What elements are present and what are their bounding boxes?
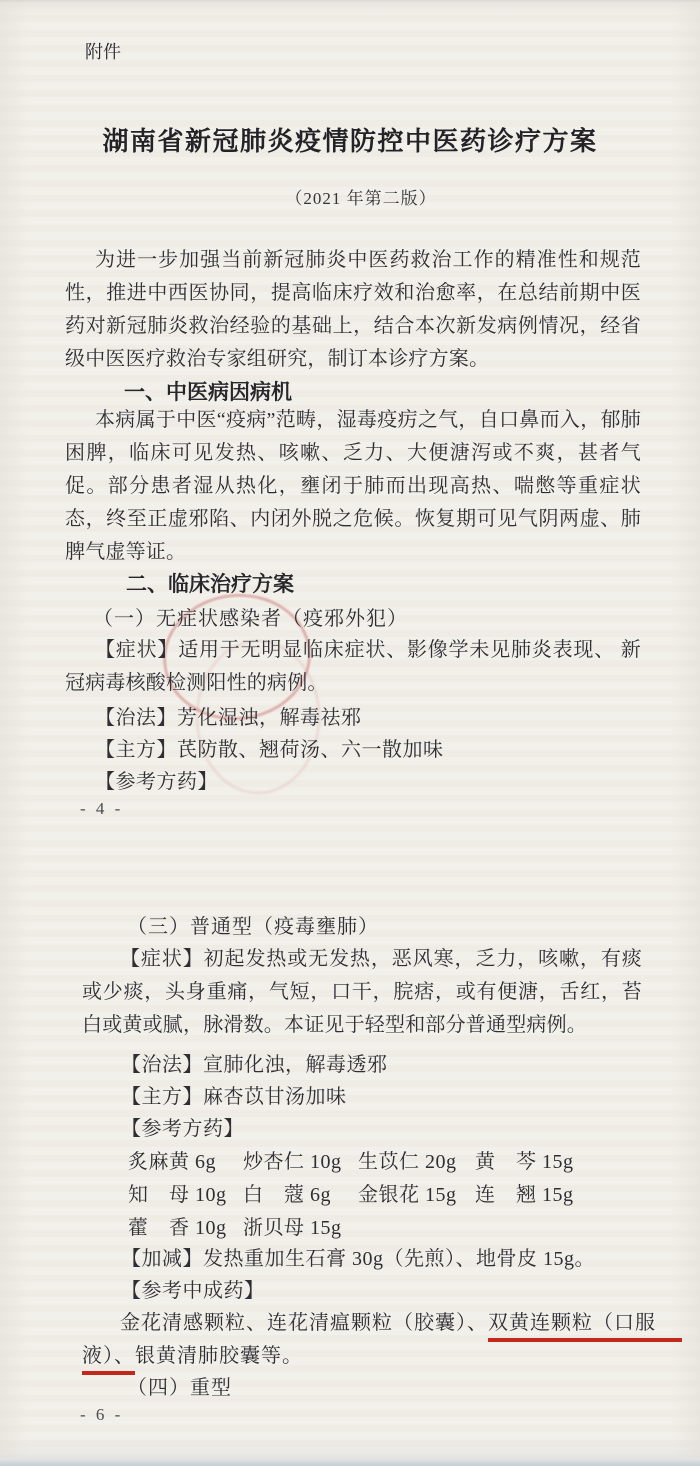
herb-row xyxy=(128,1145,574,1174)
section-heading-pathogenesis: 一、中医病因病机 xyxy=(124,381,292,404)
herb-item: 连 翘 15g xyxy=(475,1184,574,1206)
section-heading-clinical-treatment: 二、临床治疗方案 xyxy=(126,573,294,596)
patent-medicine-line-2 xyxy=(82,1339,303,1368)
subsection-asymptomatic-heading: （一）无症状感染者（疫邪外犯） xyxy=(93,608,408,630)
red-underlined-text: 双黄连颗粒（口服 xyxy=(488,1312,682,1342)
ordinary-patent-medicine-heading: 【参考中成药】 xyxy=(121,1280,265,1302)
scan-bottom-edge xyxy=(0,1458,700,1466)
herb-item: 炒杏仁 10g xyxy=(243,1151,342,1173)
ordinary-symptoms-paragraph: 【症状】初起发热或无发热，恶风寒，乏力，咳嗽，有痰或少痰，头身重痛，气短，口干，脘痞，或有便溏，舌红，苔白或黄或腻，脉滑数。本证见于轻型和部分普通型病例。 xyxy=(82,948,642,1036)
intro-paragraph: 为进一步加强当前新冠肺炎中医药救治工作的精准性和规范性，推进中西医协同，提高临床疗效和治愈率，在总结前期中医药对新冠肺炎救治经验的基础上，结合本次新发病例情况，经省级中医医疗救治专家组研究，制订本诊疗方案。 xyxy=(65,249,641,370)
asymptomatic-formula-line: 【主方】芪防散、翘荷汤、六一散加味 xyxy=(95,739,444,761)
subsection-severe-type-heading: （四）重型 xyxy=(127,1377,232,1399)
attachment-label: 附件 xyxy=(85,42,121,62)
herb-item: 知 母 10g xyxy=(128,1184,227,1206)
patent-medicine-text: 银黄清肺胶囊等。 xyxy=(135,1345,303,1367)
herb-item: 黄 芩 15g xyxy=(475,1151,574,1173)
subsection-ordinary-type-heading: （三）普通型（疫毒壅肺） xyxy=(127,916,379,938)
ordinary-treatment-line: 【治法】宣肺化浊，解毒透邪 xyxy=(121,1054,388,1076)
page-number-4: - 4 - xyxy=(80,799,124,818)
asymptomatic-treatment-line: 【治法】芳化湿浊，解毒祛邪 xyxy=(95,707,362,729)
herb-item: 浙贝母 15g xyxy=(243,1217,342,1239)
patent-medicine-text: 金花清感颗粒、连花清瘟颗粒（胶囊）、 xyxy=(120,1312,488,1334)
herb-row xyxy=(128,1211,358,1240)
herb-item: 生苡仁 20g xyxy=(358,1151,457,1173)
herb-item: 金银花 15g xyxy=(358,1184,457,1206)
herb-row xyxy=(128,1178,574,1207)
edition-subtitle: （2021 年第二版） xyxy=(285,189,437,208)
herb-item: 炙麻黄 6g xyxy=(128,1151,216,1173)
ordinary-reference-heading: 【参考方药】 xyxy=(121,1118,244,1140)
document-title: 湖南省新冠肺炎疫情防控中医药诊疗方案 xyxy=(102,126,598,156)
scan-top-edge xyxy=(0,0,700,3)
herb-item: 白 蔻 6g xyxy=(243,1184,331,1206)
pathogenesis-paragraph: 本病属于中医“疫病”范畴，湿毒疫疠之气，自口鼻而入，郁肺困脾，临床可见发热、咳嗽、乏力、大便溏泻或不爽，甚者气促。部分患者湿从热化，壅闭于肺而出现高热、喘憋等重症状态，终至正虚邪陷、内闭外脱之危候。恢复期可见气阴两虚、肺脾气虚等证。 xyxy=(65,409,641,563)
patent-medicine-line-1 xyxy=(120,1306,682,1335)
asymptomatic-reference-heading: 【参考方药】 xyxy=(95,771,218,793)
page-number-6: - 6 - xyxy=(80,1405,124,1424)
ordinary-formula-line: 【主方】麻杏苡甘汤加味 xyxy=(121,1086,347,1108)
asymptomatic-symptoms-paragraph: 【症状】适用于无明显临床症状、影像学未见肺炎表现、 新冠病毒核酸检测阳性的病例。 xyxy=(65,639,641,694)
red-underlined-text: 液）、 xyxy=(82,1345,135,1375)
ordinary-modification-line: 【加减】发热重加生石膏 30g（先煎）、地骨皮 15g。 xyxy=(121,1248,595,1270)
herb-item: 藿 香 10g xyxy=(128,1217,227,1239)
